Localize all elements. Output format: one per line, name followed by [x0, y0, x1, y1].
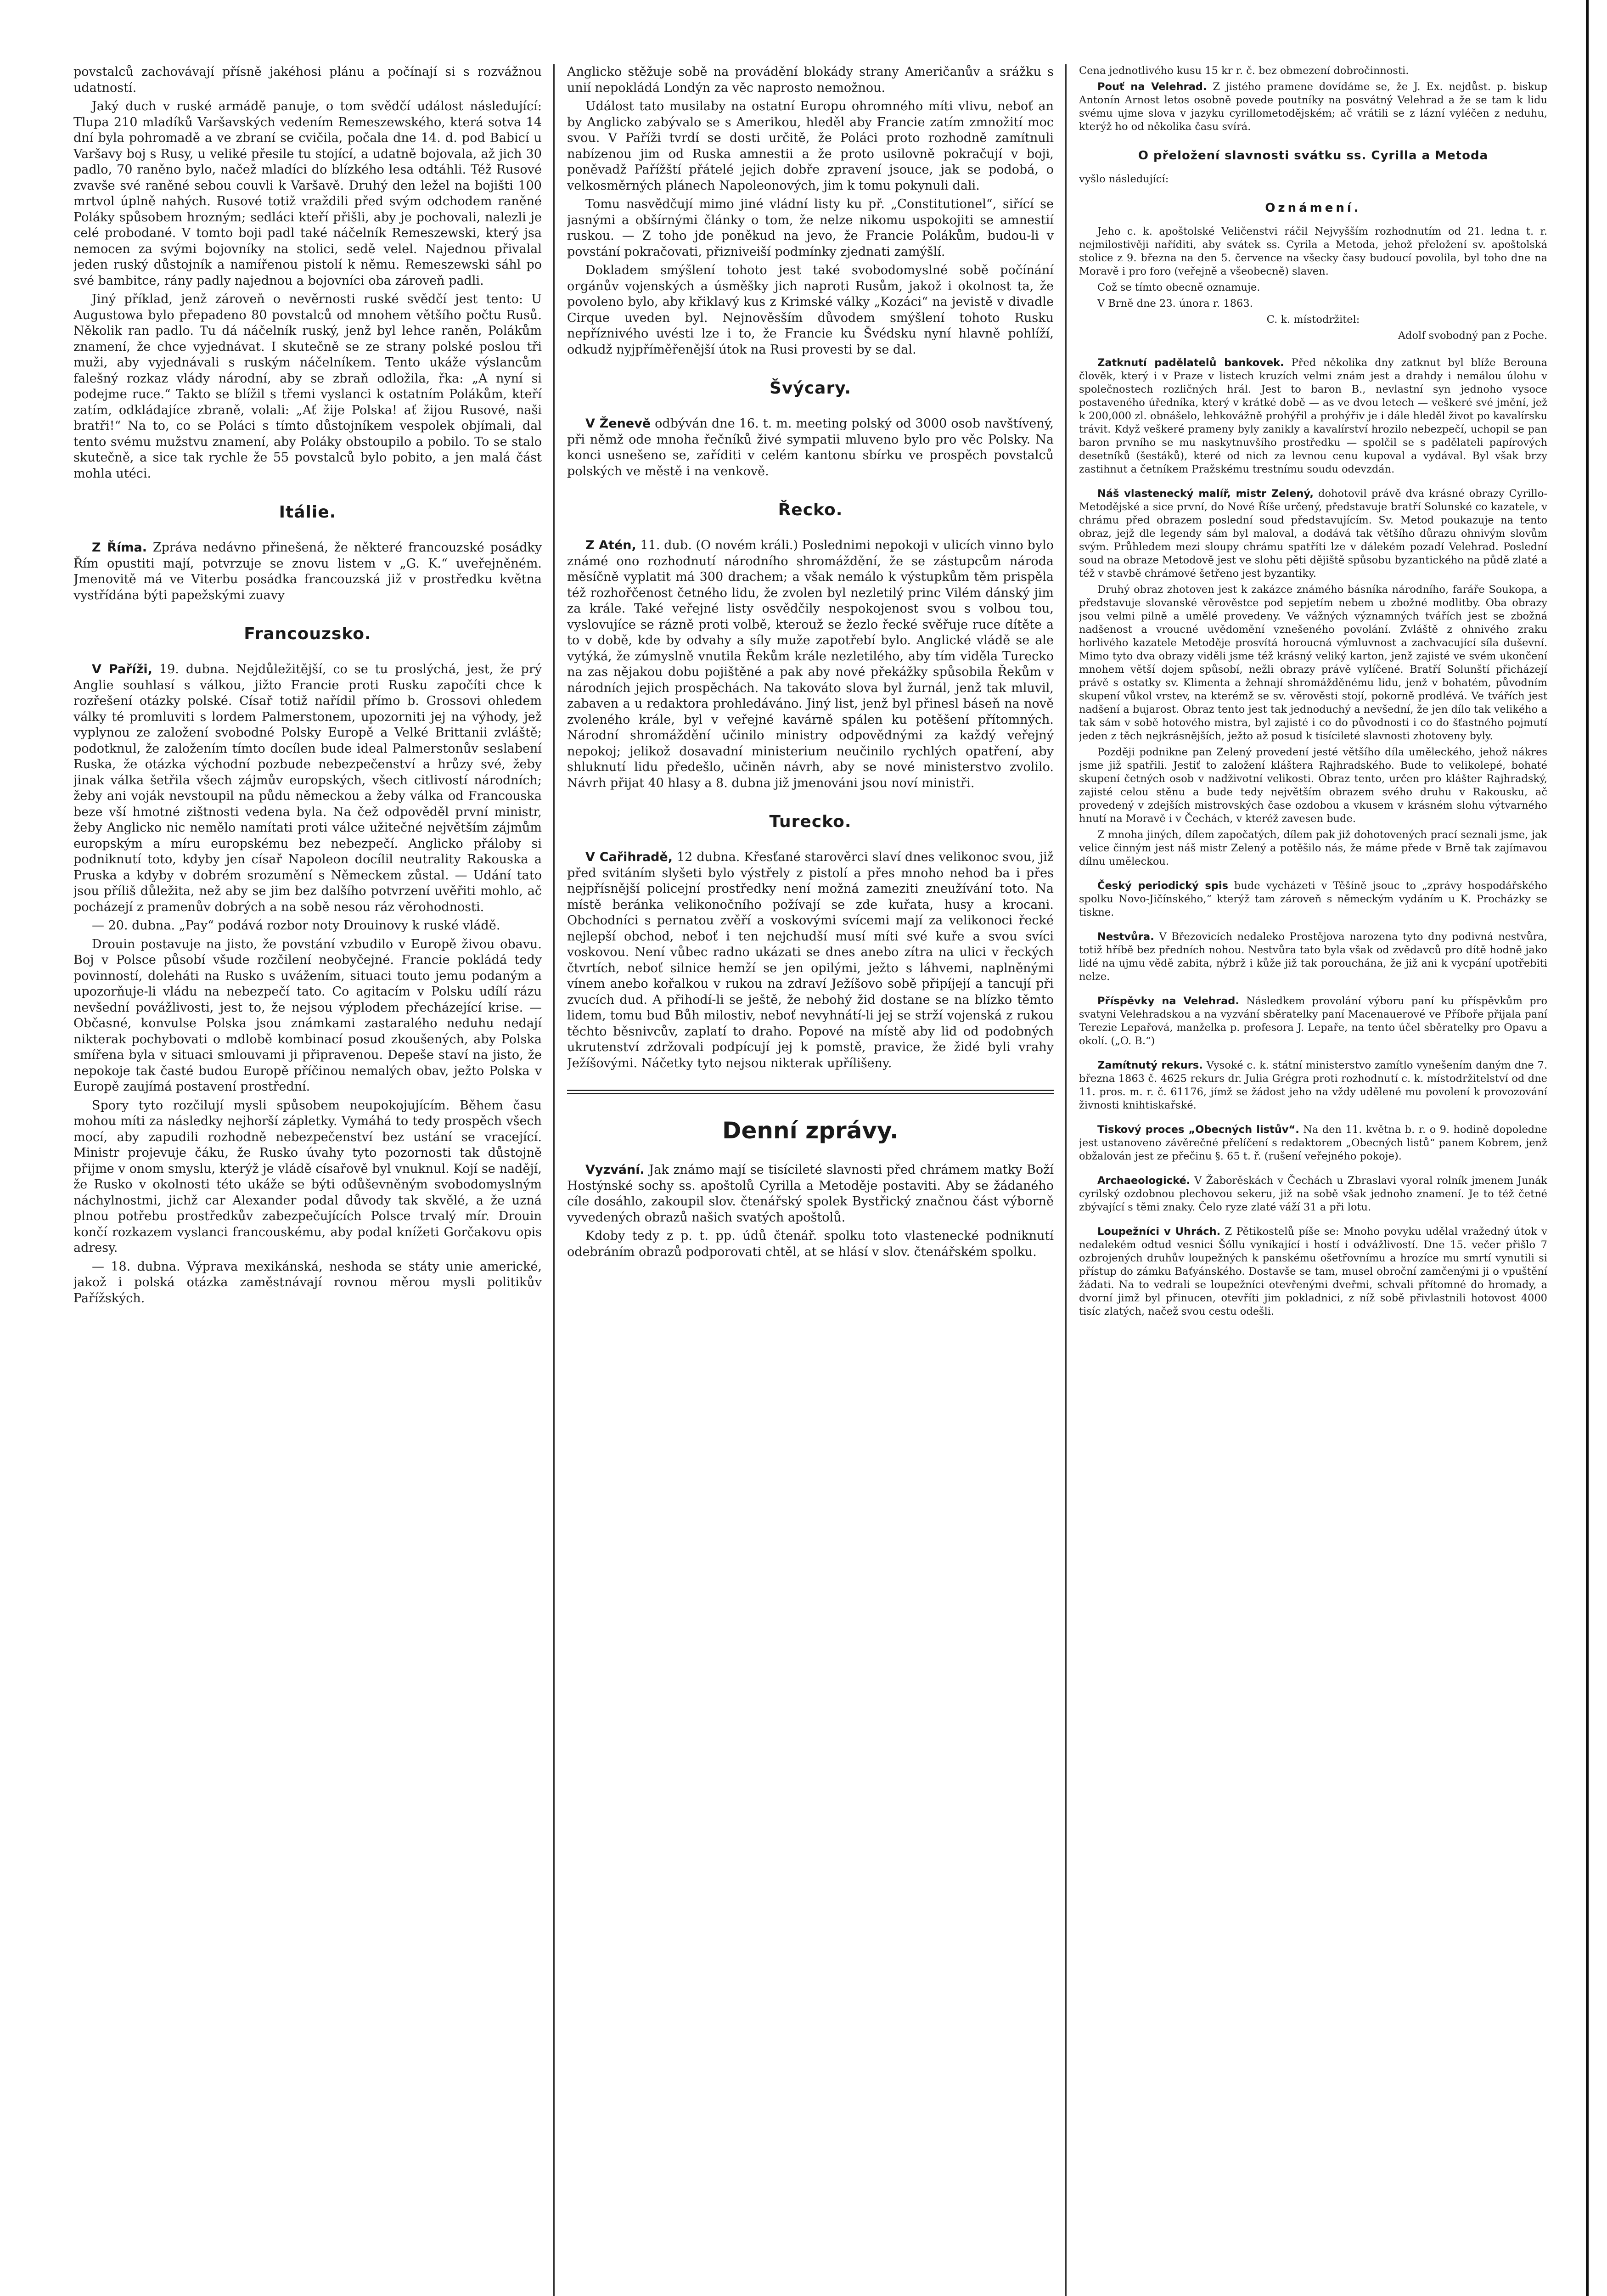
- section-heading-recko: Řecko.: [778, 501, 843, 519]
- dateline: V Paříži,: [92, 662, 152, 676]
- paragraph: [567, 1162, 1054, 1226]
- item-lead: Loupežníci v Uhrách.: [1097, 1226, 1221, 1238]
- notice-date: V Brně dne 23. února r. 1863.: [1097, 298, 1253, 310]
- dateline: Z Říma.: [92, 540, 147, 555]
- paragraph-text: dohotovil právě dva krásné obrazy Cyrillo-Metodějské a sice první, do Nové Říše určený, představuje bratří Solunské co kazatele, v chrámu před obrazem poslední soud představujícím. Sv. Metod poukazuje na tento obraz, jejž dle legendy sám byl maloval, a dodává tak většího důrazu ohnivým slovům svým. Průhledem mezi sloupy chrámu spatříti lze v dálekém pozadí Velehrad. Poslední soud na obraze Metodově jest ve slohu pěti dějiště spůsobu byzantického na půdě zlaté a též v stavbě chrámové šetřeno jest byzantiky.: [1079, 488, 1547, 580]
- paragraph-text: Následkem provolání výboru paní ku příspěvkům pro svatyni Velehradskou a na vyzvání sběratelky paní Macenauerové ve Příboře přijala paní Terezie Lepařová, manželka p. profesora J. Lepaře, na tento účel sběratelky pro Opavu a okolí. („O. B.“): [1079, 995, 1547, 1047]
- column-1: [73, 64, 542, 2296]
- column-2: [567, 64, 1054, 2296]
- paragraph: Jaký duch v ruské armádě panuje, o tom svědčí událost následující: Tlupa 210 mladíků Varšavských vedením Remeszewského, která sotva 14 dní byla pohromadě a ve zbraní se cvičila, počala dne 14. d. pod Babicí u Varšavy boj s Rusy, u veliké přesile tu stojící, a udatně bojovala, až jich 30 padlo, 70 raněno bylo, načež mladíci do blízkého lesa odtáhli. Též Rusové zvavše své raněné sebou couvli k Varšavě. Druhý den ležel na bojišti 100 mrtvol úplně nahých. Rusové totiž vraždili před svým odchodem raněné Poláky spůsobem hrozným; sedláci kteří přišli, aby je pochovali, nalezli je celé probodané. V tomto boji padl také náčelník Remeszewski, který jsa nemocen za svými bojovníky na stolici, sedě velel. Najednou přivalal jeden ruský důstojník a namířenou pistolí k němu. Remeszewski sáhl po své bambitce, rány padly najednou a bojovníci oba zároveň padli.: [73, 99, 542, 288]
- paragraph: [73, 540, 542, 603]
- notice-body: Jeho c. k. apoštolské Veličenstvi ráčil Nejvyšším rozhodnutím od 21. ledna t. r. nejmilostivěji naříditi, aby svátek ss. Cyrila a Metoda, jehož přeložení sv. apoštolská stolice z 9. března na den 5. července na všecky časy budoucí povolila, byl toho dne na Moravě i pro foro (veřejně a všeobecně) slaven.: [1079, 225, 1547, 277]
- paragraph: [1079, 1059, 1547, 1112]
- paragraph-text: bude vycházeti v Těšíně jsouc to „zprávy hospodářského spolku Novo-Jičínského,“ kterýž tam zároveň s německým vydáním u K. Procházky se tiskne.: [1079, 880, 1547, 918]
- section-heading-francouzsko: Francouzsko.: [244, 625, 371, 643]
- paragraph-text: Z jistého pramene dovídáme se, že J. Ex. nejdůst. p. biskup Antonín Arnost letos osobně povede poutníky na posvátný Velehrad a že se tam k lidu svému ujme slova v jazyku cyrillometodějském; ač vrátili se z lázní vyléčen z neduhu, kterýž ho od několika času svírá.: [1079, 81, 1547, 133]
- column-rule: [553, 64, 555, 2296]
- item-lead: Tiskový proces „Obecných listův“.: [1097, 1124, 1299, 1136]
- paragraph-text: V Březovicích nedaleko Prostějova narozena tyto dny podivná nestvůra, totiž hříbě bez předních nohou. Nestvůra tato byla však od zvědavců pro dítě hodně jako lidé na ujmu vědě zabita, nýbrž i kůže již tak porouchána, že již ani k vycpání upotřebiti nelze.: [1079, 931, 1547, 983]
- paragraph: Později podnikne pan Zelený provedení jesté většího díla uměleckého, jehož nákres jsme již spatřili. Jestiť to založení kláštera Rajhradského. Bude to velikolepé, bohaté skupení četných osob v nadživotní velikosti. Obraz tento, určen pro klášter Rajhradský, zajisté celou stěnu a bude tedy největším obrazem svého druhu v Rakousku, ač provedený v zdejších mistrovských čase ozdobou a vkusem v krásném slohu výtvarného hnutí na Moravě i v Čechách, v kteréž zavesen bude.: [1079, 746, 1547, 825]
- paragraph: [73, 662, 542, 915]
- paragraph: [567, 538, 1054, 791]
- notice-signature: Adolf svobodný pan z Poche.: [1398, 330, 1547, 342]
- paragraph: Událost tato musilaby na ostatní Europu ohromného míti vlivu, neboť an by Anglicko zabývalo se s Amerikou, hleděl aby Francie zatím zmnožití moc svou. V Paříži tvrdí se dosti určitě, že Poláci proto rozhodně zamítnuli nabízenou jim od Ruska amnestii a že proto usilovně pokračují v boji, poněvadž Pařížští přátelé jejich dobře zpravení jsouce, jak se podobá, o velkosměrných plánech Napoleonových, jim k tomu pokynuli dali.: [567, 99, 1054, 193]
- section-heading-svycary: Švýcary.: [769, 379, 852, 398]
- paragraph: Druhý obraz zhotoven jest k zakázce známého básníka národního, faráře Soukopa, a představuje slovanské věrověstce pod sepjetím nebem u zbožné modlitby. Oba obrazy jsou velmi pilně a umělé provedeny. Ve vážných významných tvářích jest se zbožná nadšenost a vroucné uvědomění vznešeného povolání. Zvláště z ohnivého zraku horlivého kazatele Metoděje prosvítá horoucná výmluvnost a zachvacující síla duševní. Mimo tyto dva obrazy viděli jsme též krásný veliký karton, jenž zajisté ve svém ukončení mnohem větší dojem spůsobí, nežli obrazy právě vylíčené. Bratří Solunští přicházejí právě s ostatky sv. Klimenta a žehnají shromážděnému lidu, jenž v bohatém, původním skupení vůkol vrstev, na kterémž se sv. věrověsti stojí, pokorně prodlévá. Ve tvářích jest nadšení a bujarost. Obraz tento jest tak jednoduchý a nevšední, že jen dílo tak velikého a tak sám v sobě hotového mistra, byl zajisté i co do původnosti i co do šťastného pojmutí jeden z těch nejkrásnějších, ježto až posud k tisícileté slavnosti zhotoveny byly.: [1079, 584, 1547, 742]
- paragraph: [1079, 879, 1547, 919]
- paragraph: Tomu nasvědčují mimo jiné vládní listy ku př. „Constitutionel“, siřící se jasnými a obšírnými články o tom, že nelze nikomu uspokojiti se amnestií ruskou. — Z toho jde poněkud na jevo, že Francie Polákům, budou-li v povstání pokračovati, přizniveiší podmínky zjednati zamýšlí.: [567, 197, 1054, 259]
- item-lead: Zamítnutý rekurs.: [1097, 1059, 1203, 1071]
- paragraph-text: 11. dub. (O novém králi.) Poslednimi nepokoji v ulicích vinno bylo známé ono rozhodnutí národního shromáždění, že se zástupcům národa měsíčně vyplatit má 300 drachem; a však nemálo k výstupkům těm prispěla též rozhořčenost četného lidu, že zvolen byl nezletilý princ Vilém dánský jim za krále. Také veřejné listy osvědčily nespokojenost svou s volbou tou, vyslovujíce se rázně proti volbě, kterouž se žezlo řecké svěřuje ruce dítěte a to v době, kde by odvahy a síly muže zapotřebí bylo. Anglické vládě se ale vytýká, že zúmyslně vnutila Řekům krále nezletilého, aby tím viděla Turecko na zas nějakou dobu pojištěné a pak aby nové překážky spůsobila Řekům v národních jejich prospěchách. Na takováto slova byl žurnál, jenž tak mluvil, zabaven a u redaktora prohledáváno. Jiný list, jenž byl přinesl báseň na nově zvoleného krále, byl v veřejné kavárně spálen ku potěšení přítomných. Národní shromáždění učinilo ministry odpovědnými za každý veřejný nepokoj; jelikož dosavadní ministerium neučinilo rychlých opatření, aby shluknutí lidu předešlo, učiněn návrh, aby se nové ministerstvo zvolilo. Návrh přijat 40 hlasy a 8. dubna již jmenováni jsou noví ministři.: [567, 538, 1054, 790]
- paragraph-text: Před několika dny zatknut byl blíže Berouna člověk, který i v Praze v listech kruzích velmi znám jest a drahdy i nemálou úlohu v společnostech rozličných hrál. Jest to baron B., nevlastní syn jednoho vysoce postaveného úředníka, který v krátké době — as ve dvou letech — veškeré své jmění, jež k 200,000 zl. obnášelo, lehkovážně prohýřil a prohýřiv je i dále hleděl život po kavalírsku trávit. Když veškeré prameny byly zanikly a kavalírství hrozilo nebezpečí, uchopil se pan baron prvního se mu naskytnuvšího prostředku — spolčil se s padělateli papírových desetníků (šestáků), které od nich za levnou cenu kupoval a vydával. Byl však brzy zastihnut a četníkem Pražskému trestnímu soudu odevzdán.: [1079, 357, 1547, 475]
- paragraph-text: 19. dubna. Nejdůležitější, co se tu proslýchá, jest, že prý Anglie souhlasí s válkou, jižto Francie proti Rusku započíti chce k rozřešení otázky polské. Císař totiž nařídil přímo b. Grossovi ohledem války té promluviti s lordem Palmerstonem, upozorniti jej na výhody, jež vyplynou ze založení svobodné Polsky Europě a Velké Brittanii zvláště; podotknul, že založením tímto docílen bude ideal Palmerstonův seslabení Ruska, že otázka východní pozbude nebezpečenství a hrůzy své, žeby jinak válka šetřila všech zájmův europských, všech citlivostí národních; žeby ani voják nevstoupil na půdu německou a žeby válka od Francouska beze vší hmotné zištnosti vedena byla. Na čež odpověděl první ministr, žeby Anglicko nic nemělo namítati proti válce užitečné největším zájmům europským a míru europskému bez nebezpečí. Anglicko přáloby si podniknutí toto, kdyby jen císař Napoleon docílil neutrality Rakouska a Pruska a kdyby v dobrém srozumění s Německem zůstal. — Udání tato jsou příliš důležita, než aby se jim bez dalšího potvrzení uvěřiti mohlo, ač pocházejí z pramenův dobrých a na sobě nesou ráz věrohodnosti.: [73, 662, 542, 914]
- paragraph: Anglicko stěžuje sobě na provádění blokády strany Američanův a srážku s unií nepokládá Londýn za věc naprosto nemožnou.: [567, 65, 1054, 95]
- paragraph: — 20. dubna. „Pay“ podává rozbor noty Drouinovy k ruské vládě.: [92, 918, 500, 933]
- notice-subtitle: vyšlo následující:: [1079, 173, 1169, 185]
- column-3: [1079, 64, 1547, 2296]
- item-lead: Náš vlastenecký malíř, mistr Zelený,: [1097, 488, 1314, 500]
- paragraph: Spory tyto rozčilují mysli spůsobem neupokojujícím. Během času mohou míti za následky nejhorší zápletky. Vymáhá to tedy prospěch všech mocí, aby zapudili rozhodně nebezpečenství bez ustání se vracející. Ministr projevuje čáku, že Rusko úvahy tyto pozornosti tak důstojně přijme v onom smyslu, kterýž je vládě císařově byl vnuknul. Kojí se nadějí, že Rusko v okolnosti této ukáže se býti odůševněným svobodomyslným náchylnostmi, jichž car Alexander podal důvody tak skvělé, a že uzná plnou potřebu prostředkův zabezpečujících Polsce trvalý mír. Drouin končí rozkazem vyslanci francouskému, aby podal knížeti Gorčakovu opis adresy.: [73, 1098, 542, 1255]
- paragraph: [567, 850, 1054, 1071]
- notice-title: O přeložení slavnosti svátku ss. Cyrilla a Metoda: [1138, 149, 1489, 163]
- item-lead: Nestvůra.: [1097, 931, 1154, 943]
- paragraph: Z mnoha jiných, dílem započatých, dílem pak již dohotovených prací seznali jsme, jak velice činným jest náš mistr Zelený a potěšilo nás, že máme přede v Brně tak zajímavou dílnu uměleckou.: [1079, 829, 1547, 867]
- paragraph: [1079, 356, 1547, 476]
- paragraph: Cena jednotlivého kusu 15 kr r. č. bez obmezení dobročinnosti.: [1079, 65, 1409, 77]
- paragraph-text: V Žaborěskách v Čechách u Zbraslavi vyoral rolník jmenem Junák cyrilský ozdobnou plechovou sekeru, již na sobě však jednoho znamení. Je to též četné zbývající s těmi znaky. Čelo ryze zlaté váží 31 a při lotu.: [1079, 1175, 1547, 1213]
- dateline: V Ženevě: [585, 416, 651, 431]
- paragraph: [567, 416, 1054, 479]
- notice-closing: Což se tímto obecně oznamuje.: [1097, 281, 1260, 293]
- item-lead: Český periodický spis: [1097, 880, 1229, 892]
- section-heading-italie: Itálie.: [279, 503, 337, 522]
- paragraph: — 18. dubna. Výprava mexikánská, neshoda se státy unie americké, jakož i polská otázka zaměstnávají rovnou měrou mysli politikův Pařížských.: [73, 1259, 542, 1306]
- paragraph-text: odbýván dne 16. t. m. meeting polský od 3000 osob navštívený, při němž ode mnoha řečníků živé sympatii mluveno bylo pro věc Polsky. Na konci usnešeno se, zaříditi v celém kantonu sbírku ve prospěch povstalců polských ve městě i na venkově.: [567, 416, 1054, 478]
- item-lead: Vyzvání.: [585, 1163, 645, 1177]
- paragraph-text: 12 dubna. Křesťané starověrci slaví dnes velikonoc svou, již před svitáním slyšeti bylo výstřely z pistolí a přes mnoho nehod ba i přes nejpřísnější policejní prostředky není možná zameziti zneužívání toto. Na místě beránka velikonočního požívají se zde kuřata, husy a krocani. Obchodníci s pernatou zvěří a voskovými svícemi mají za velikonoci řecké nejlepší obchod, neboť i ten nejchudší musí míti své kuře a svou svíci voskovou. Není vůbec radno ukázati se dnes anebo zítra na ulici v řeckých čtvrtích, neboť silnice hemží se jen opilými, ježto s láhvemi, naplněnými vínem anebo kořalkou v rukou na zdraví Ježíšovo sobě připíjejí a tancují při zvucích dud. A přihodí-li se ještě, že nebohý žid dostane se na blízko těmto lidem, tomu bud Bůh milostiv, neboť nevyhnátí-li jej se strží vojenská z rukou těchto běsnivcův, zaplatí to draho. Popové na místě aby lid od podobných ukrutenství zdržovali podpícují jej k pomstě, pravice, že židé byli vrahy Ježíšovými. Náčetky tyto nejsou nikterak upřílišeny.: [567, 850, 1054, 1070]
- paragraph: Drouin postavuje na jisto, že povstání vzbudilo v Europě živou obavu. Boj v Polsce působí všude rozčilení neobyčejné. Francie pokládá tedy povinností, doleháti na Rusko s uvážením, situaci touto jemu podaným a upozorňuje-li vládu na nebezpečí tato. Co agitacím v Polsku udílí rázu nevšední povážlivosti, jest to, že nejsou výplodem přecházející krise. — Občasné, konvulse Polska jsou známkami zastaralého neduhu nedají nikterak pochybovati o mdlobě kombinací posud zkoušených, aby Polska smířena byla v situaci smlouvami ji připravenou. Depeše staví na jisto, že nepokoje tak časté budou Europě příčinou nemalých obav, ježto Polska v Europě zaujímá postavení prostřední.: [73, 937, 542, 1094]
- paragraph: Dokladem smýšlení tohoto jest také svobodomyslné sobě počínání orgánův vojenských a úsměšky jich naproti Rusům, jakož i okolnost ta, že povoleno bylo, aby křiklavý kus z Krimské války „Kozáci“ na jevistě v divadle Cirque uveden byl. Nejnověsším důvodem smýšlení tohoto Rusku nepříznivého uvésti lze i to, že Francie ku Švédsku nyní hlavně pohlíží, odkudž nyjpříměřenější útok na Rusi provesti by se dal.: [567, 263, 1054, 357]
- dateline: Z Atén,: [585, 538, 636, 552]
- paragraph-text: Zpráva nedávno přinešená, že některé francouzské posádky Řím opustiti mají, potvrzuje se znovu listem v „G. K.“ uveřejněném. Jmenovitě má ve Viterbu posádka francouzská již v prostředku května vystřídána býti papežskými zuavy: [73, 540, 542, 602]
- paragraph: Kdoby tedy z p. t. pp. údů čtenář. spolku toto vlastenecké podniknutí odebráním obrazů podporovati chtěl, at se hlásí v slov. čtenářském spolku.: [567, 1229, 1054, 1259]
- paragraph: [1079, 1174, 1547, 1214]
- paragraph: [1079, 995, 1547, 1048]
- paragraph: [1079, 1123, 1547, 1163]
- paragraph: [1079, 930, 1547, 984]
- dateline: V Cařihradě,: [585, 850, 673, 864]
- section-heading-turecko: Turecko.: [769, 812, 852, 831]
- column-rule: [1065, 64, 1067, 2296]
- item-lead: Zatknutí padělatelů bankovek.: [1097, 357, 1284, 369]
- paragraph: [1079, 487, 1547, 580]
- double-rule: [567, 1090, 1054, 1094]
- paragraph: [1079, 1225, 1547, 1318]
- paragraph: Jiný příklad, jenž zároveň o nevěrnosti ruské svědčí jest tento: U Augustowa bylo přepadeno 80 povstalců od mnohem většího počtu Rusů. Několik ran padlo. Tu dá náčelník ruský, jenž byl lehce raněn, Polákům znamení, že chce vyjednávat. I skutečně se ze strany polské poslou tři muži, aby vyjednávali s ruským náčelníkem. Tento ukáže výslancům falešný rozkaz vlády národní, aby se zbraň odložila, řka: „A nyní si podejme ruce.“ Takto se blížil s třemi vyslanci k ostatním Polákům, kteří zatím, odkládajíce zbraně, volali: „Ať žije Polska! ať žijou Rusové, naši bratři!“ Na to, co se Poláci s tímto důstojníkem vespolek objímali, dal tento svému mužstvu znamení, aby Poláky obstoupilo a pobilo. To se stalo skutečně, a sice tak rychle že 55 povstalců bylo pobito, a jen malá část mohla utéci.: [73, 292, 542, 481]
- paragraph-text: Jak známo mají se tisícileté slavnosti před chrámem matky Boží Hostýnské sochy ss. apoštolů Cyrilla a Metoděje postaviti. Aby se žádaného cíle dosáhlo, zakoupil slov. čtenářský spolek Bystřický značnou část výborně vyvedených obrazů našich svatých apoštolů.: [567, 1163, 1054, 1225]
- newspaper-page: [73, 64, 1547, 2296]
- item-lead: Pouť na Velehrad.: [1097, 81, 1207, 93]
- page-edge: [1586, 0, 1589, 2296]
- paragraph-text: Na den 11. května b. r. o 9. hodině dopoledne jest ustanoveno závěrečné přelíčení s redaktorem „Obecných listů“ panem Kobrem, jenž obžalován jest ze přečinu §. 65 t. ř. (rušení veřejného pokoje).: [1079, 1124, 1547, 1162]
- paragraph-text: Vysoké c. k. státní ministerstvo zamítlo vynešením daným dne 7. března 1863 č. 4625 rekurs dr. Julia Grégra proti rozhodnutí c. k. místodržitelství od dne 11. pros. m. r. č. 61176, jímž se žádost jeho na vždy udělené mu povolení k provozování živnosti knihtiskařské.: [1079, 1059, 1547, 1111]
- item-lead: Archaeologické.: [1097, 1175, 1191, 1187]
- paragraph: povstalců zachovávají přísně jakéhosi plánu a počínají si s rozvážnou udatností.: [73, 65, 542, 95]
- notice-heading: Oznámení.: [1265, 201, 1361, 215]
- paragraph-text: Z Pětikostelů píše se: Mnoho povyku udělal vražedný útok v nedalekém odtud vesnici Šóllu vynikající i hostí i odvážlivostí. Dne 15. večer přišlo 7 ozbrojených druhův loupežných k panskému ošetřovnímu a hrozíce mu smrtí vynutili si přístup do zámku Baťyánského. Dostavše se tam, musel obroční zamčenými ji o vpuštění žádati. Na to vedrali se loupežníci otevřenými dveřmi, schvali přítomné do hromady, a dvorní jimž byl přinucen, otevříti jim pokladnici, z níž sobě přivlastnili hotovost 4000 tisíc zlatých, načež svou cestu odešli.: [1079, 1226, 1547, 1317]
- section-heading-denni-zpravy: Denní zprávy.: [722, 1117, 899, 1144]
- item-lead: Příspěvky na Velehrad.: [1097, 995, 1239, 1007]
- paragraph: [1079, 80, 1547, 134]
- notice-office: C. k. místodržitel:: [1266, 314, 1360, 326]
